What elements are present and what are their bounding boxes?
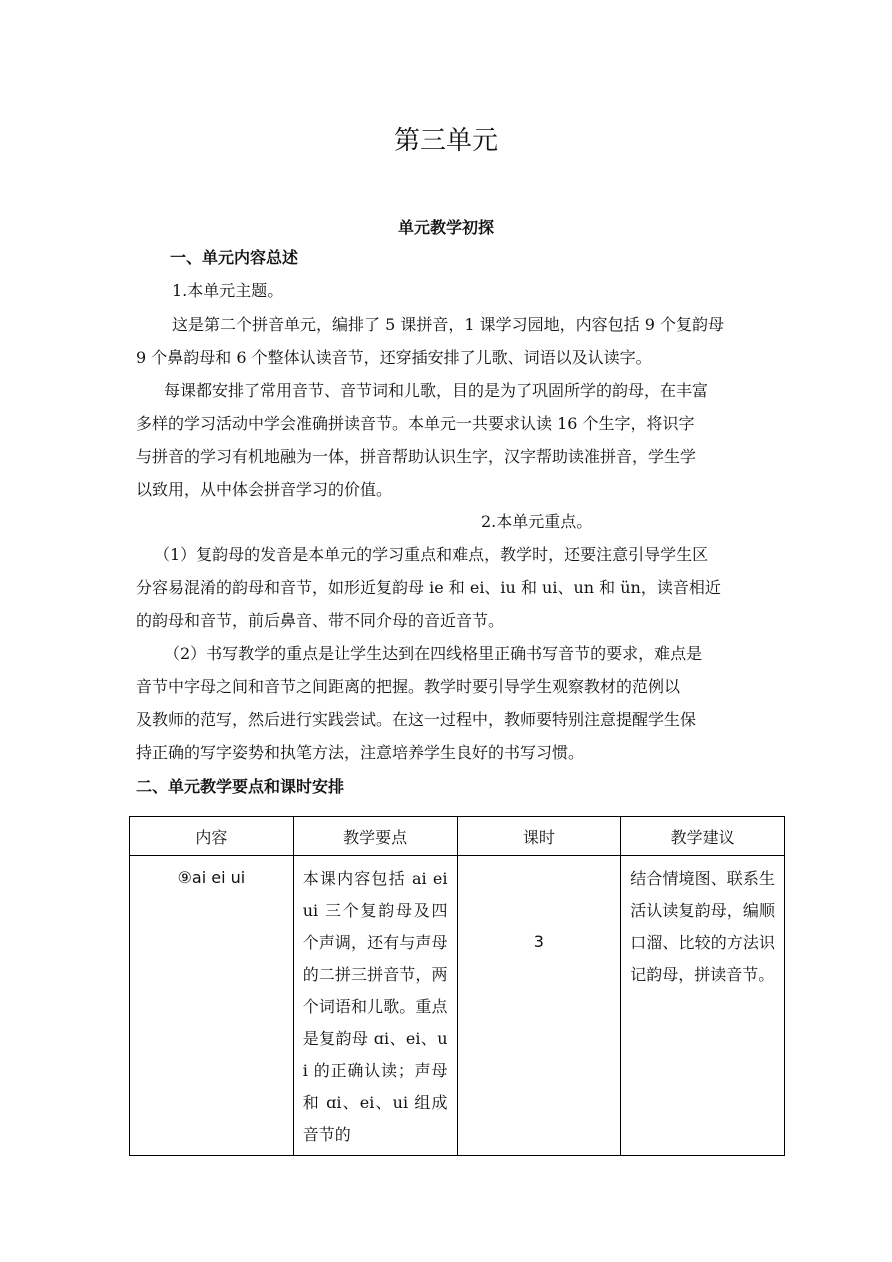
table-row [130, 856, 785, 1156]
paragraph-line: 9 个鼻韵母和 6 个整体认读音节，还穿插安排了儿歌、词语以及认读字。 [136, 348, 652, 367]
item2-title: 2.本单元重点。 [481, 512, 593, 531]
paragraph-line: 分容易混淆的韵母和音节，如形近复韵母 ie 和 ei、iu 和 ui、un 和 ün，读音相近 [136, 578, 721, 597]
lesson-title: ⑨ai ei ui [177, 868, 246, 887]
section1-heading: 一、单元内容总述 [170, 248, 299, 267]
cell-content [130, 856, 294, 1156]
paragraph-line: 音节中字母之间和音节之间距离的把握。教学时要引导学生观察教材的范例以 [136, 677, 681, 696]
cell-teaching-points [293, 856, 457, 1156]
teaching-points-text: 本课内容包括 ai ei ui 三个复韵母及四个声调，还有与声母的二拼三拼音节，两个词语和儿歌。重点是复韵母 ɑi、ei、ui 的正确认读；声母和 ɑi、ei、ui 组成音节的 [302, 869, 448, 1144]
paragraph-line: 多样的学习活动中学会准确拼读音节。本单元一共要求认读 16 个生字，将识字 [136, 414, 695, 433]
item1-title: 1.本单元主题。 [172, 281, 284, 300]
header-class-hours: 课时 [457, 817, 621, 856]
section2-heading: 二、单元教学要点和课时安排 [136, 777, 345, 796]
header-teaching-suggestion: 教学建议 [621, 817, 785, 856]
paragraph-line: 与拼音的学习有机地融为一体，拼音帮助认识生字，汉字帮助读准拼音，学生学 [136, 447, 697, 466]
class-hours-value: 3 [533, 932, 544, 951]
paragraph-line: （1）复韵母的发音是本单元的学习重点和难点，教学时，还要注意引导学生区 [154, 545, 709, 564]
header-teaching-points: 教学要点 [293, 817, 457, 856]
paragraph-line: 以致用，从中体会拼音学习的价值。 [136, 480, 393, 499]
paragraph-line: 持正确的写字姿势和执笔方法，注意培养学生良好的书写习惯。 [136, 743, 585, 762]
paragraph-line: （2）书写教学的重点是让学生达到在四线格里正确书写音节的要求，难点是 [164, 644, 703, 663]
paragraph-line: 每课都安排了常用音节、音节词和儿歌，目的是为了巩固所学的韵母，在丰富 [164, 381, 709, 400]
paragraph-line: 及教师的范写，然后进行实践尝试。在这一过程中，教师要特别注意提醒学生保 [136, 710, 697, 729]
cell-class-hours [457, 856, 621, 1156]
page-title: 第三单元 [393, 126, 498, 156]
table-header-row [130, 817, 785, 856]
lesson-plan-table [129, 816, 785, 1156]
cell-teaching-suggestion [621, 856, 785, 1156]
paragraph-line: 的韵母和音节，前后鼻音、带不同介母的音近音节。 [136, 611, 505, 630]
header-content: 内容 [130, 817, 294, 856]
teaching-suggestion-text: 结合情境图、联系生活认读复韵母，编顺口溜、比较的方法识记韵母，拼读音节。 [630, 869, 775, 984]
paragraph-line: 这是第二个拼音单元，编排了 5 课拼音，1 课学习园地，内容包括 9 个复韵母 [172, 315, 724, 334]
section-subtitle: 单元教学初探 [397, 218, 494, 237]
